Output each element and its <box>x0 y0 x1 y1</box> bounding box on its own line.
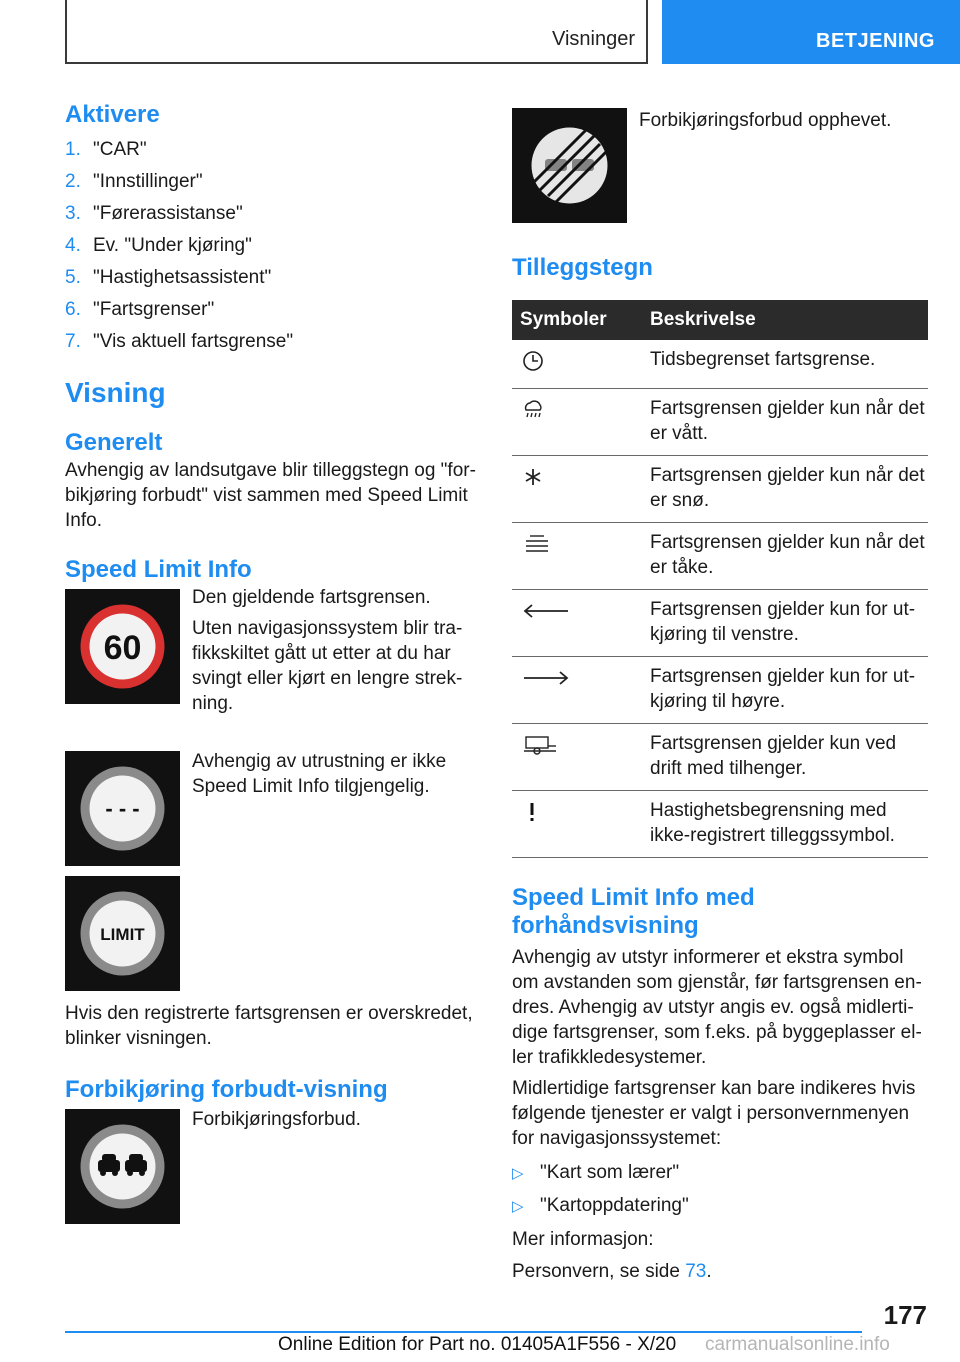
triangle-bullet-icon: ▷ <box>512 1165 524 1182</box>
list-item <box>512 1190 928 1223</box>
overtake-heading: Forbikjøring forbudt-visning <box>65 1076 388 1103</box>
reference-text: Personvern, se side <box>512 1261 680 1282</box>
fog-icon <box>520 533 554 555</box>
row-description: Fartsgrensen gjelder kun når det er vått. <box>642 389 928 456</box>
table-row <box>512 523 928 590</box>
reference-suffix: . <box>706 1261 712 1282</box>
step-number: 4. <box>65 235 81 256</box>
step-number: 6. <box>65 299 81 320</box>
display-heading: Visning <box>65 377 166 408</box>
supplementary-signs-table <box>512 300 928 858</box>
list-item-text: "Kartoppdatering" <box>540 1195 689 1216</box>
row-description: Fartsgrensen gjelder kun for utkjøring til venstre. <box>642 590 928 657</box>
step-item <box>65 326 477 358</box>
triangle-bullet-icon: ▷ <box>512 1198 524 1215</box>
page-number: 177 <box>883 1300 927 1330</box>
speed-limit-60-sign <box>65 589 180 704</box>
step-number: 3. <box>65 203 81 224</box>
left-column <box>65 100 477 1227</box>
table-row <box>512 389 928 456</box>
blink-text: Hvis den registrerte fartsgrensen er overskredet, blinker visningen. <box>65 1003 473 1049</box>
overtake-row <box>65 1107 477 1227</box>
preview-paragraph-2: Midlertidige fartsgrenser kan bare indikeres hvis følgende tjenester er valgt i personvernmenyen for navigasjonssystemet: <box>512 1078 916 1149</box>
step-text: "Innstillinger" <box>93 171 203 192</box>
step-number: 2. <box>65 171 81 192</box>
table-row <box>512 724 928 791</box>
sign-dashes: - - - <box>105 796 140 821</box>
step-number: 1. <box>65 139 81 160</box>
overtake-lifted-paragraph: Forbikjøringsforbud opphevet. <box>639 110 892 131</box>
sli-paragraph: Avhengig av utrustning er ikke Speed Limit Info tilgjengelig. <box>192 751 447 797</box>
row-description: Hastighetsbegrensning med ikke-registrert tilleggssymbol. <box>642 791 928 858</box>
preview-paragraph-1: Avhengig av utstyr informerer et ekstra symbol om avstanden som gjenstår, før fartsgrensen endres. Avhengig av utstyr angis ev. også midlertidige fartsgrenser, som f.eks. på byggeplasser eller trafikkledesystemer. <box>512 947 922 1068</box>
chapter-tab[interactable]: BETJENING <box>662 0 960 64</box>
no-overtaking-sign <box>65 1109 180 1224</box>
sign-limit-label: LIMIT <box>100 925 145 944</box>
row-description: Tidsbegrenset fartsgrense. <box>642 340 928 389</box>
more-info-label: Mer informasjon: <box>512 1229 654 1250</box>
step-text: "CAR" <box>93 139 147 160</box>
sli-sign-row-2 <box>65 749 477 1001</box>
snowflake-icon <box>520 466 546 488</box>
step-item <box>65 198 477 230</box>
sli-text-1 <box>192 585 477 716</box>
activate-steps <box>65 134 477 358</box>
watermark: carmanualsonline.info <box>705 1334 890 1355</box>
step-text: "Fartsgrenser" <box>93 299 215 320</box>
clock-icon <box>520 350 546 372</box>
column-header-description: Beskrivelse <box>642 300 928 340</box>
step-item <box>65 262 477 294</box>
footer-divider <box>65 1331 862 1333</box>
sli-text-2 <box>192 749 477 799</box>
overtake-text <box>192 1107 477 1132</box>
general-heading: Generelt <box>65 429 163 456</box>
row-description: Fartsgrensen gjelder kun når det er tåke. <box>642 523 928 590</box>
no-overtaking-end-sign <box>512 108 627 223</box>
footer-edition: Online Edition for Part no. 01405A1F556 - X/20 <box>278 1334 677 1355</box>
supplementary-heading: Tilleggstegn <box>512 254 653 281</box>
table-row <box>512 657 928 724</box>
table-row <box>512 590 928 657</box>
speed-limit-unavailable-sign <box>65 751 180 866</box>
column-header-symbols: Symboler <box>512 300 642 340</box>
trailer-icon <box>520 734 560 756</box>
preview-heading: Speed Limit Info med forhåndsvisning <box>512 884 755 939</box>
right-column <box>512 108 928 1284</box>
step-text: "Vis aktuell fartsgrense" <box>93 331 294 352</box>
step-number: 7. <box>65 331 81 352</box>
step-item <box>65 294 477 326</box>
arrow-left-icon <box>520 600 572 622</box>
row-description: Fartsgrensen gjelder kun for utkjøring til høyre. <box>642 657 928 724</box>
service-list <box>512 1157 928 1223</box>
general-text: Avhengig av landsutgave blir tilleggstegn og "forbikjøring forbudt" vist sammen med Speed Limit Info. <box>65 460 476 531</box>
step-text: "Førerassistanse" <box>93 203 243 224</box>
sli-sign-row-1 <box>65 585 477 741</box>
sign-face <box>532 128 608 204</box>
table-row <box>512 791 928 858</box>
step-item <box>65 230 477 262</box>
overtake-lifted-row <box>512 108 928 248</box>
arrow-right-icon <box>520 667 572 689</box>
sli-paragraph: Den gjeldende fartsgrensen. <box>192 587 431 608</box>
overtake-lifted-text <box>639 108 928 133</box>
list-item <box>512 1157 928 1190</box>
table-row <box>512 340 928 389</box>
step-text: Ev. "Under kjøring" <box>93 235 252 256</box>
sli-paragraph: Uten navigasjonssystem blir trafikkskiltet gått ut etter at du har svingt eller kjørt en lengre strekning. <box>192 618 463 714</box>
table-row <box>512 456 928 523</box>
step-text: "Hastighetsassistent" <box>93 267 272 288</box>
speed-limit-limit-sign <box>65 876 180 991</box>
step-item <box>65 166 477 198</box>
privacy-reference <box>512 1259 928 1284</box>
sli-heading: Speed Limit Info <box>65 556 252 583</box>
exclamation-icon <box>520 801 546 823</box>
activate-heading: Aktivere <box>65 101 160 128</box>
step-item <box>65 134 477 166</box>
row-description: Fartsgrensen gjelder kun ved drift med tilhenger. <box>642 724 928 791</box>
page-link[interactable]: 73 <box>685 1261 707 1282</box>
step-number: 5. <box>65 267 81 288</box>
row-description: Fartsgrensen gjelder kun når det er snø. <box>642 456 928 523</box>
rain-icon <box>520 399 546 421</box>
sign-number: 60 <box>103 629 142 667</box>
section-title: Visninger <box>551 28 635 50</box>
table-header-row <box>512 300 928 340</box>
list-item-text: "Kart som lærer" <box>540 1162 680 1183</box>
overtake-paragraph: Forbikjøringsforbud. <box>192 1109 361 1130</box>
